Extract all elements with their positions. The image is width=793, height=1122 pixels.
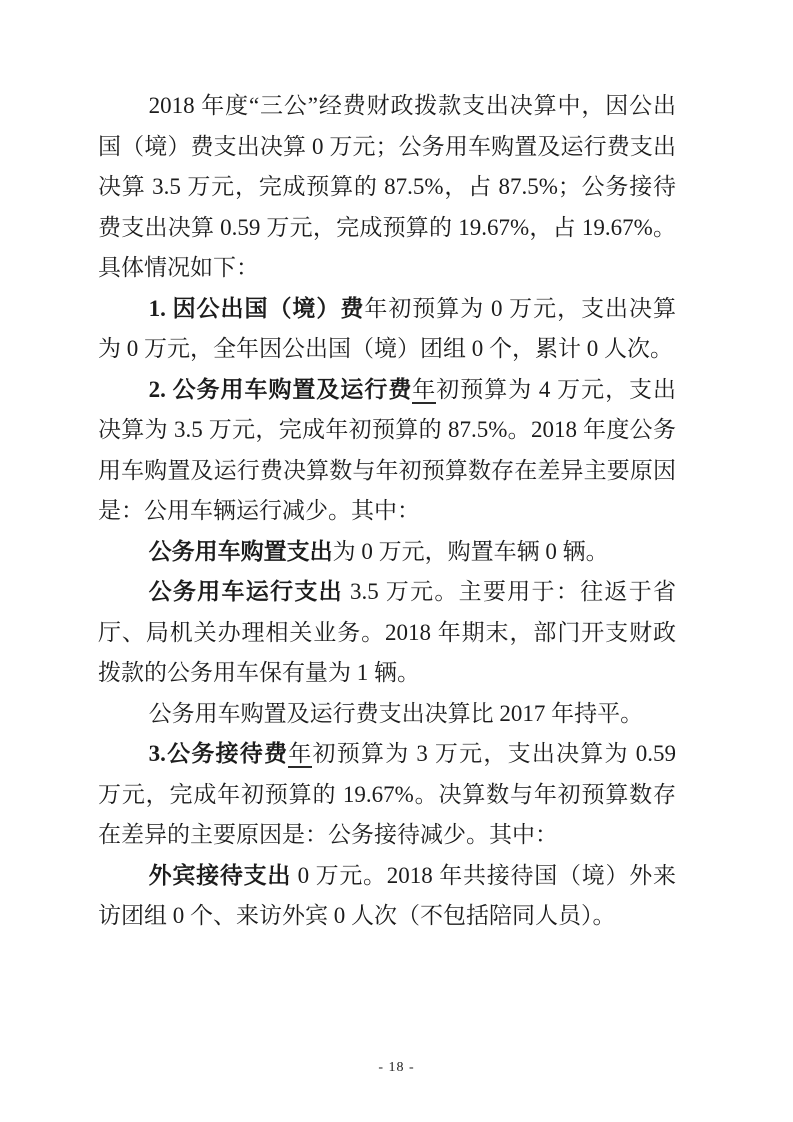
text-segment: 外宾接待支出	[148, 862, 292, 888]
document-body	[98, 86, 676, 937]
paragraph	[98, 370, 676, 532]
paragraph	[98, 289, 676, 370]
paragraph	[98, 734, 676, 856]
text-segment: 初预算为 3 万元，支出决算为 0.59 万元，完成年初预算的 19.67%。决算数与年初预算数存在差异的主要原因是：公务接待减少。其中：	[98, 741, 676, 847]
text-segment: 为 0 万元，购置车辆 0 辆。	[332, 538, 609, 564]
text-segment: 2018 年度“三公”经费财政拨款支出决算中，因公出国（境）费支出决算 0 万元；公务用车购置及运行费支出决算 3.5 万元，完成预算的 87.5%，占 87.5%；公务接待费支出决算 0.59 万元，完成预算的 19.67%，占 19.67%。具体情况如下：	[98, 93, 676, 280]
text-segment: 公务用车购置支出	[148, 538, 333, 564]
text-segment: 公务用车购置及运行费支出决算比 2017 年持平。	[148, 700, 644, 726]
paragraph	[98, 856, 676, 937]
text-segment: 年	[412, 376, 437, 402]
paragraph	[98, 86, 676, 289]
text-segment: 初预算为 4 万元，支出决算为 3.5 万元，完成年初预算的 87.5%。2018 年度公务用车购置及运行费决算数与年初预算数存在差异主要原因是：公用车辆运行减少。其中：	[98, 376, 677, 523]
text-segment: 3.5 万元。主要用于：往返于省厅、局机关办理相关业务。2018 年期末，部门开支财政拨款的公务用车保有量为 1 辆。	[98, 579, 677, 685]
paragraph	[98, 572, 676, 694]
page-number: - 18 -	[378, 1060, 415, 1075]
paragraph	[98, 694, 676, 735]
text-segment: 3.公务接待费	[148, 741, 289, 766]
text-segment: 2. 公务用车购置及运行费	[148, 376, 413, 402]
text-segment: 0 万元。2018 年共接待国（境）外来访团组 0 个、来访外宾 0 人次（不包括陪同人员）。	[98, 862, 677, 928]
text-segment: 年	[288, 741, 313, 766]
paragraph	[98, 532, 676, 573]
text-segment: 1. 因公出国（境）费	[148, 295, 365, 321]
text-segment: 年初预算为 0 万元，支出决算为 0 万元，全年因公出国（境）团组 0 个，累计 0 人次。	[98, 295, 677, 361]
text-segment: 公务用车运行支出	[148, 579, 343, 604]
